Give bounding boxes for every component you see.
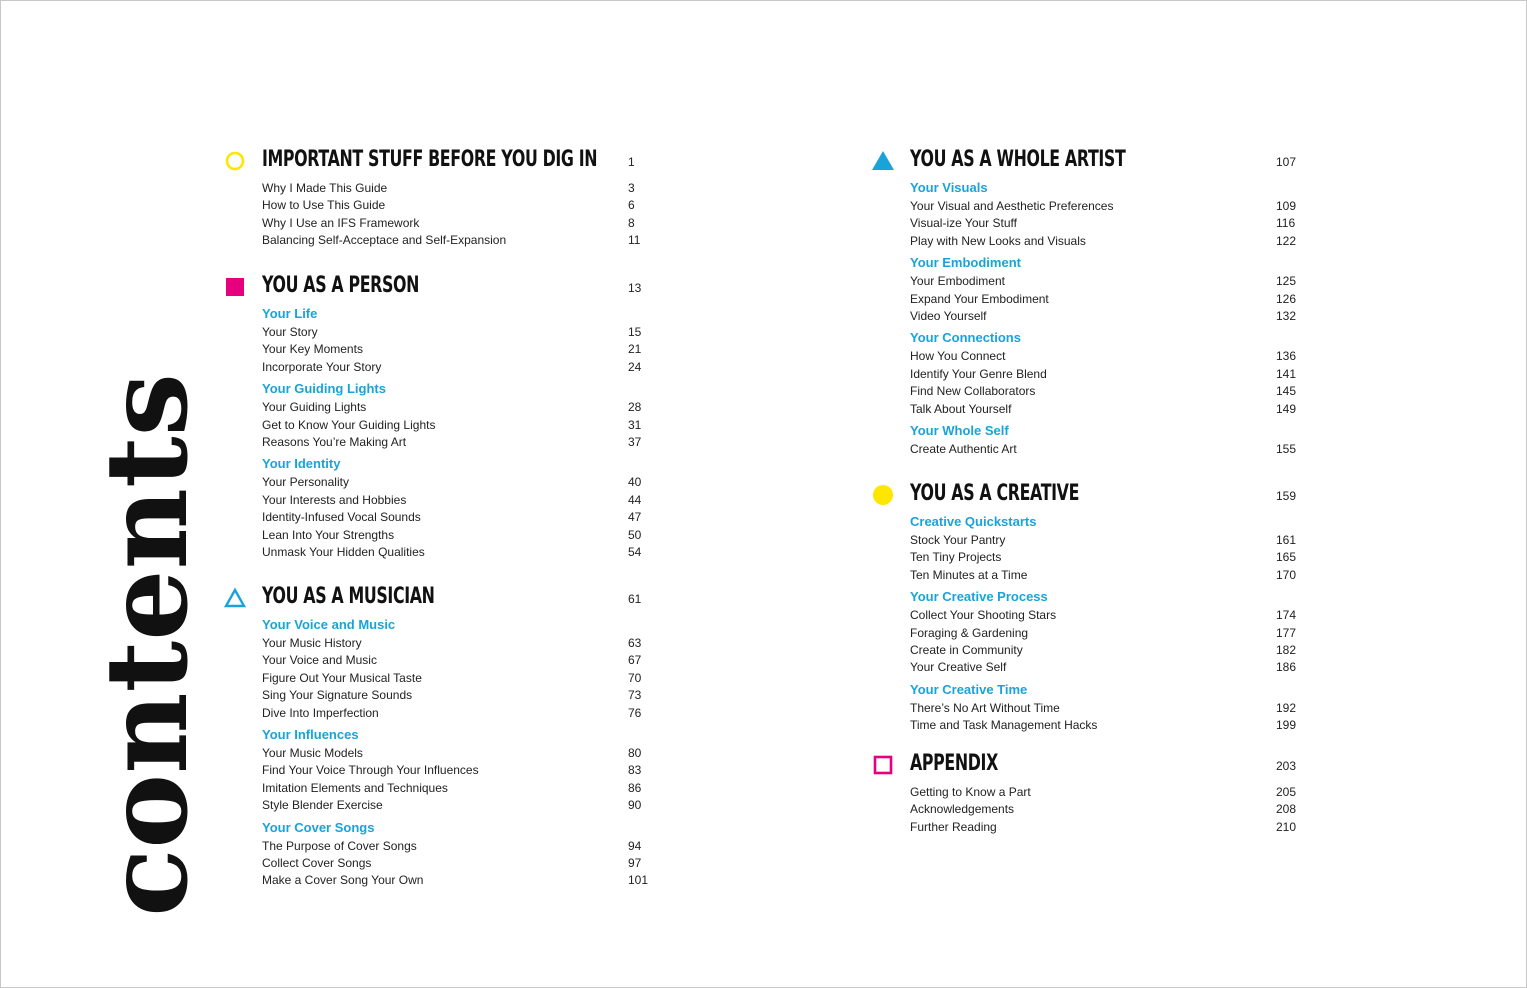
section-heading[interactable]: Your Creative Process: [910, 589, 1048, 605]
toc-entry[interactable]: [224, 669, 654, 687]
toc-entry-page: 174: [1276, 608, 1297, 623]
section-heading[interactable]: Your Embodiment: [910, 255, 1021, 271]
part-page-number: 107: [1276, 155, 1297, 169]
toc-entry-label[interactable]: Ten Minutes at a Time: [910, 567, 1028, 582]
toc-entry-page: 165: [1276, 550, 1297, 565]
toc-entry[interactable]: [224, 854, 654, 872]
toc-entry-label[interactable]: Find Your Voice Through Your Influences: [262, 763, 479, 778]
toc-entry[interactable]: [224, 837, 654, 855]
toc-entry[interactable]: [872, 606, 1304, 624]
toc-entry-label[interactable]: Expand Your Embodiment: [910, 291, 1049, 306]
toc-entry-page: 145: [1276, 384, 1297, 399]
toc-entry-page: 44: [628, 492, 642, 507]
part-title[interactable]: YOU AS A MUSICIAN: [262, 584, 435, 609]
toc-entry-label[interactable]: How to Use This Guide: [262, 198, 386, 213]
section-heading[interactable]: Your Connections: [910, 330, 1021, 346]
toc-entry-page: 54: [628, 545, 642, 559]
toc-entry-page: 155: [1276, 442, 1297, 456]
toc-entry[interactable]: [224, 796, 654, 814]
toc-entry-page: 86: [628, 780, 642, 795]
toc-entry-page: 37: [628, 435, 642, 449]
toc-entry-label[interactable]: Create Authentic Art: [910, 442, 1017, 456]
section-heading[interactable]: Creative Quickstarts: [910, 514, 1037, 529]
triangle-filled-icon: [872, 150, 894, 172]
toc-entry[interactable]: [872, 400, 1304, 418]
section-heading[interactable]: Your Life: [262, 306, 318, 321]
toc-entry-page: 24: [628, 359, 642, 374]
toc-entry-label[interactable]: Stock Your Pantry: [910, 533, 1006, 547]
toc-entry[interactable]: [224, 398, 654, 416]
toc-entry[interactable]: [872, 232, 1304, 250]
toc-entry-page: 132: [1276, 309, 1297, 323]
toc-entry-label[interactable]: Visual-ize Your Stuff: [910, 216, 1017, 231]
toc-entry[interactable]: [872, 272, 1304, 290]
toc-entry-page: 76: [628, 705, 642, 720]
toc-entry[interactable]: [872, 641, 1304, 659]
toc-entry-label[interactable]: Your Story: [262, 325, 318, 339]
toc-entry-label[interactable]: Identity-Infused Vocal Sounds: [262, 510, 421, 525]
toc-entry-page: 122: [1276, 233, 1297, 248]
toc-entry-page: 141: [1276, 366, 1297, 381]
circle-outline-icon: [224, 150, 246, 172]
square-filled-icon: [224, 276, 246, 298]
toc-entry-label[interactable]: Figure Out Your Musical Taste: [262, 670, 422, 685]
part-heading[interactable]: [872, 749, 1304, 779]
toc-entry-label[interactable]: Getting to Know a Part: [910, 785, 1031, 799]
toc-entry-label[interactable]: Why I Made This Guide: [262, 181, 388, 195]
toc-entry-page: 47: [628, 510, 642, 525]
toc-entry[interactable]: [872, 548, 1304, 566]
part-page-number: 61: [628, 592, 642, 606]
toc-entry[interactable]: [872, 347, 1304, 365]
toc-entry-label[interactable]: Your Key Moments: [262, 342, 363, 357]
toc-entry[interactable]: [872, 365, 1304, 383]
toc-entry-page: 101: [628, 873, 649, 888]
toc-entry[interactable]: [224, 214, 654, 232]
section-heading[interactable]: Your Creative Time: [910, 681, 1028, 697]
toc-entry-label[interactable]: Talk About Yourself: [910, 401, 1012, 416]
toc-entry-page: 182: [1276, 643, 1297, 657]
toc-entry-label[interactable]: Your Interests and Hobbies: [262, 492, 407, 507]
toc-entry[interactable]: [224, 491, 654, 509]
toc-entry[interactable]: [224, 543, 654, 561]
toc-entry[interactable]: [872, 699, 1304, 717]
toc-entry-label[interactable]: Your Guiding Lights: [262, 400, 367, 415]
part-heading[interactable]: [224, 271, 654, 301]
part-page-number: 13: [628, 281, 642, 295]
toc-entry-label[interactable]: Identify Your Genre Blend: [910, 366, 1047, 381]
toc-entry[interactable]: [224, 340, 654, 358]
toc-entry[interactable]: [872, 290, 1304, 308]
toc-entry-page: 80: [628, 746, 642, 760]
circle-filled-icon: [872, 484, 894, 506]
toc-entry-label[interactable]: Play with New Looks and Visuals: [910, 233, 1086, 248]
toc-entry-page: 192: [1276, 700, 1297, 715]
toc-entry-page: 73: [628, 688, 642, 703]
triangle-outline-icon: [224, 587, 246, 609]
part-heading[interactable]: [224, 582, 654, 612]
toc-entry[interactable]: [224, 761, 654, 779]
toc-entry-page: 83: [628, 763, 642, 778]
toc-entry-label[interactable]: Unmask Your Hidden Qualities: [262, 545, 425, 559]
part-heading[interactable]: [872, 145, 1304, 175]
toc-entry-label[interactable]: Video Yourself: [910, 309, 987, 323]
toc-entry-label[interactable]: Create in Community: [910, 643, 1023, 657]
toc-entry-page: 94: [628, 838, 642, 853]
toc-entry[interactable]: [224, 196, 654, 214]
toc-entry[interactable]: [872, 716, 1304, 734]
toc-entry[interactable]: [224, 651, 654, 669]
part-title[interactable]: YOU AS A PERSON: [262, 273, 420, 298]
toc-entry[interactable]: [872, 531, 1304, 549]
toc-entry-label[interactable]: Your Creative Self: [910, 660, 1007, 675]
toc-entry-label[interactable]: Style Blender Exercise: [262, 798, 383, 813]
toc-entry-page: 149: [1276, 401, 1297, 416]
part-page-number: 1: [628, 155, 635, 169]
toc-entry-label[interactable]: Collect Cover Songs: [262, 856, 372, 870]
section-heading[interactable]: Your Influences: [262, 727, 359, 742]
toc-entry-label[interactable]: Your Personality: [262, 475, 349, 490]
toc-entry-label[interactable]: How You Connect: [910, 349, 1006, 364]
toc-entry-page: 126: [1276, 291, 1297, 306]
toc-entry-label[interactable]: Your Visual and Aesthetic Preferences: [910, 199, 1114, 213]
toc-entry-label[interactable]: Lean Into Your Strengths: [262, 527, 395, 542]
toc-entry-label[interactable]: Balancing Self-Acceptace and Self-Expansion: [262, 233, 507, 248]
toc-entry-label[interactable]: Reasons You’re Making Art: [262, 435, 407, 449]
toc-entry-label[interactable]: Collect Your Shooting Stars: [910, 608, 1057, 623]
toc-entry[interactable]: [872, 818, 1304, 836]
toc-entry-label[interactable]: Time and Task Management Hacks: [910, 718, 1098, 733]
toc-entry[interactable]: [224, 179, 654, 197]
toc-entry-page: 40: [628, 475, 642, 490]
toc-entry-page: 186: [1276, 660, 1297, 675]
toc-entry-page: 8: [628, 215, 635, 230]
toc-entry-page: 109: [1276, 199, 1297, 213]
toc-entry[interactable]: [224, 704, 654, 722]
toc-entry[interactable]: [224, 358, 654, 376]
toc-entry[interactable]: [224, 634, 654, 652]
toc-entry-page: 208: [1276, 802, 1297, 817]
toc-entry-page: 170: [1276, 567, 1297, 582]
toc-entry-page: 11: [628, 233, 641, 248]
toc-entry-label[interactable]: Imitation Elements and Techniques: [262, 780, 448, 795]
part-page-number: 159: [1276, 489, 1297, 503]
toc-entry-page: 3: [628, 181, 635, 195]
toc-entry-page: 205: [1276, 785, 1297, 799]
part-heading[interactable]: [872, 479, 1304, 509]
toc-entry-page: 125: [1276, 274, 1297, 289]
toc-entry-page: 28: [628, 400, 642, 415]
toc-entry-page: 161: [1276, 533, 1297, 547]
toc-entry-page: 90: [628, 798, 642, 813]
toc-entry-page: 63: [628, 636, 642, 650]
toc-entry[interactable]: [872, 566, 1304, 584]
toc-entry-label[interactable]: Sing Your Signature Sounds: [262, 688, 413, 703]
toc-entry-label[interactable]: Ten Tiny Projects: [910, 550, 1002, 565]
toc-entry[interactable]: [224, 416, 654, 434]
section-heading[interactable]: Your Voice and Music: [262, 617, 396, 632]
part-page-number: 203: [1276, 759, 1297, 773]
toc-entry-label[interactable]: Dive Into Imperfection: [262, 705, 379, 720]
toc-entry-label[interactable]: Further Reading: [910, 819, 997, 834]
toc-entry-label[interactable]: Foraging & Gardening: [910, 625, 1029, 640]
toc-entry-label[interactable]: The Purpose of Cover Songs: [262, 838, 417, 853]
section-heading[interactable]: Your Identity: [262, 456, 341, 472]
toc-entry-label[interactable]: Find New Collaborators: [910, 384, 1036, 399]
toc-entry[interactable]: [872, 624, 1304, 642]
toc-entry-label[interactable]: Acknowledgements: [910, 802, 1015, 817]
toc-entry-label[interactable]: Why I Use an IFS Framework: [262, 215, 420, 230]
toc-entry-label[interactable]: Your Music History: [262, 636, 362, 650]
toc-entry[interactable]: [872, 783, 1304, 801]
toc-entry-label[interactable]: Your Voice and Music: [262, 653, 377, 668]
section-heading[interactable]: Your Visuals: [910, 180, 988, 195]
toc-entry[interactable]: [872, 307, 1304, 325]
toc-entry[interactable]: [224, 744, 654, 762]
toc-entry-page: 116: [1276, 216, 1296, 231]
section-heading[interactable]: Your Guiding Lights: [262, 381, 386, 397]
toc-entry-label[interactable]: Incorporate Your Story: [262, 359, 382, 374]
toc-entry-page: 15: [628, 325, 642, 339]
toc-entry[interactable]: [224, 323, 654, 341]
toc-entry[interactable]: [872, 197, 1304, 215]
part-title[interactable]: APPENDIX: [910, 751, 998, 776]
toc-entry[interactable]: [872, 214, 1304, 232]
toc-entry-page: 199: [1276, 718, 1297, 733]
part-title[interactable]: YOU AS A CREATIVE: [910, 481, 1080, 506]
part-title[interactable]: IMPORTANT STUFF BEFORE YOU DIG IN: [262, 147, 598, 172]
toc-entry-page: 97: [628, 856, 642, 870]
toc-entry[interactable]: [872, 440, 1304, 458]
section-heading[interactable]: Your Cover Songs: [262, 819, 375, 835]
toc-entry[interactable]: [224, 686, 654, 704]
toc-entry-page: 31: [628, 417, 642, 432]
toc-entry[interactable]: [224, 231, 654, 249]
part-title[interactable]: YOU AS A WHOLE ARTIST: [910, 147, 1126, 172]
toc-entry-page: 21: [628, 342, 642, 357]
toc-entry[interactable]: [872, 658, 1304, 676]
toc-entry-page: 67: [628, 653, 642, 668]
toc-entry-page: 6: [628, 198, 635, 213]
toc-entry-page: 177: [1276, 625, 1297, 640]
toc-entry-label[interactable]: Your Embodiment: [910, 274, 1005, 289]
toc-entry[interactable]: [872, 800, 1304, 818]
toc-entry-page: 136: [1276, 349, 1297, 364]
toc-entry[interactable]: [224, 871, 654, 889]
section-heading[interactable]: Your Whole Self: [910, 423, 1009, 438]
page-title: contents: [82, 373, 213, 917]
toc-entry[interactable]: [872, 382, 1304, 400]
toc-entry-page: 210: [1276, 819, 1297, 834]
toc-entry[interactable]: [224, 779, 654, 797]
part-heading[interactable]: [224, 145, 654, 175]
toc-entry[interactable]: [224, 433, 654, 451]
toc-entry-page: 50: [628, 527, 642, 542]
toc-entry-label[interactable]: Your Music Models: [262, 746, 363, 760]
square-outline-icon: [872, 754, 894, 776]
toc-entry[interactable]: [224, 508, 654, 526]
toc-entry[interactable]: [224, 473, 654, 491]
toc-entry[interactable]: [224, 526, 654, 544]
toc-entry-label[interactable]: There’s No Art Without Time: [910, 700, 1060, 715]
toc-entry-page: 70: [628, 670, 642, 685]
toc-entry-label[interactable]: Get to Know Your Guiding Lights: [262, 417, 436, 432]
toc-entry-label[interactable]: Make a Cover Song Your Own: [262, 873, 424, 888]
